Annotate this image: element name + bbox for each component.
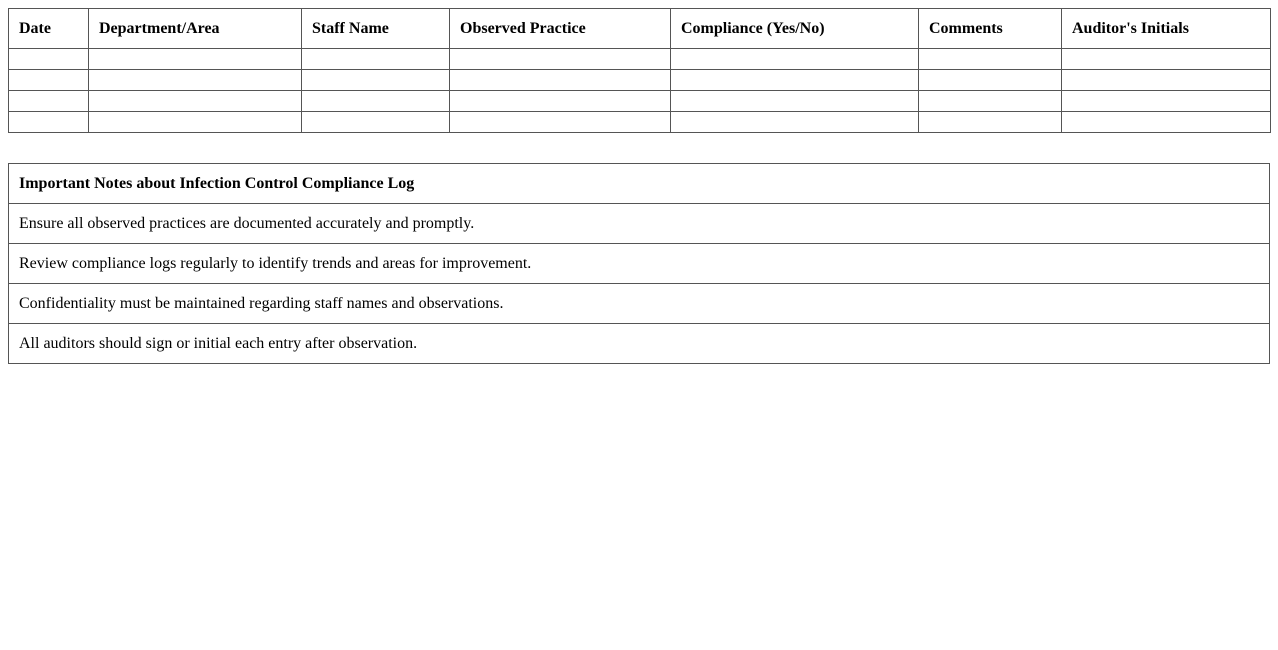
- column-header-staff-name: Staff Name: [302, 9, 450, 49]
- table-cell[interactable]: [9, 91, 89, 112]
- table-cell[interactable]: [9, 70, 89, 91]
- table-cell[interactable]: [919, 112, 1062, 133]
- table-cell[interactable]: [671, 70, 919, 91]
- table-cell[interactable]: [671, 49, 919, 70]
- note-row: [9, 204, 1270, 244]
- table-cell[interactable]: [671, 112, 919, 133]
- note-row: [9, 284, 1270, 324]
- table-header-row: [9, 9, 1271, 49]
- note-row: [9, 244, 1270, 284]
- table-cell[interactable]: [89, 91, 302, 112]
- column-header-auditor-initials: Auditor's Initials: [1062, 9, 1271, 49]
- note-item: Review compliance logs regularly to identify trends and areas for improvement.: [9, 244, 1270, 284]
- table-row: [9, 49, 1271, 70]
- table-cell[interactable]: [302, 49, 450, 70]
- table-row: [9, 112, 1271, 133]
- column-header-date: Date: [9, 9, 89, 49]
- column-header-department: Department/Area: [89, 9, 302, 49]
- table-row: [9, 91, 1271, 112]
- note-item: Confidentiality must be maintained regarding staff names and observations.: [9, 284, 1270, 324]
- table-cell[interactable]: [302, 91, 450, 112]
- table-cell[interactable]: [450, 91, 671, 112]
- note-item: All auditors should sign or initial each entry after observation.: [9, 324, 1270, 364]
- table-cell[interactable]: [671, 91, 919, 112]
- table-cell[interactable]: [1062, 70, 1271, 91]
- table-cell[interactable]: [450, 49, 671, 70]
- table-cell[interactable]: [919, 91, 1062, 112]
- column-header-comments: Comments: [919, 9, 1062, 49]
- note-item: Ensure all observed practices are documented accurately and promptly.: [9, 204, 1270, 244]
- column-header-observed-practice: Observed Practice: [450, 9, 671, 49]
- table-cell[interactable]: [9, 112, 89, 133]
- table-cell[interactable]: [1062, 49, 1271, 70]
- note-row: [9, 324, 1270, 364]
- table-cell[interactable]: [1062, 112, 1271, 133]
- table-cell[interactable]: [919, 70, 1062, 91]
- notes-title-row: [9, 164, 1270, 204]
- compliance-log-table: [8, 8, 1271, 133]
- table-cell[interactable]: [919, 49, 1062, 70]
- table-cell[interactable]: [450, 70, 671, 91]
- table-cell[interactable]: [450, 112, 671, 133]
- table-cell[interactable]: [89, 70, 302, 91]
- table-cell[interactable]: [302, 70, 450, 91]
- notes-title: Important Notes about Infection Control Compliance Log: [9, 164, 1270, 204]
- table-cell[interactable]: [89, 112, 302, 133]
- column-header-compliance: Compliance (Yes/No): [671, 9, 919, 49]
- table-cell[interactable]: [302, 112, 450, 133]
- table-row: [9, 70, 1271, 91]
- notes-table: [8, 163, 1270, 364]
- table-cell[interactable]: [89, 49, 302, 70]
- table-cell[interactable]: [1062, 91, 1271, 112]
- table-cell[interactable]: [9, 49, 89, 70]
